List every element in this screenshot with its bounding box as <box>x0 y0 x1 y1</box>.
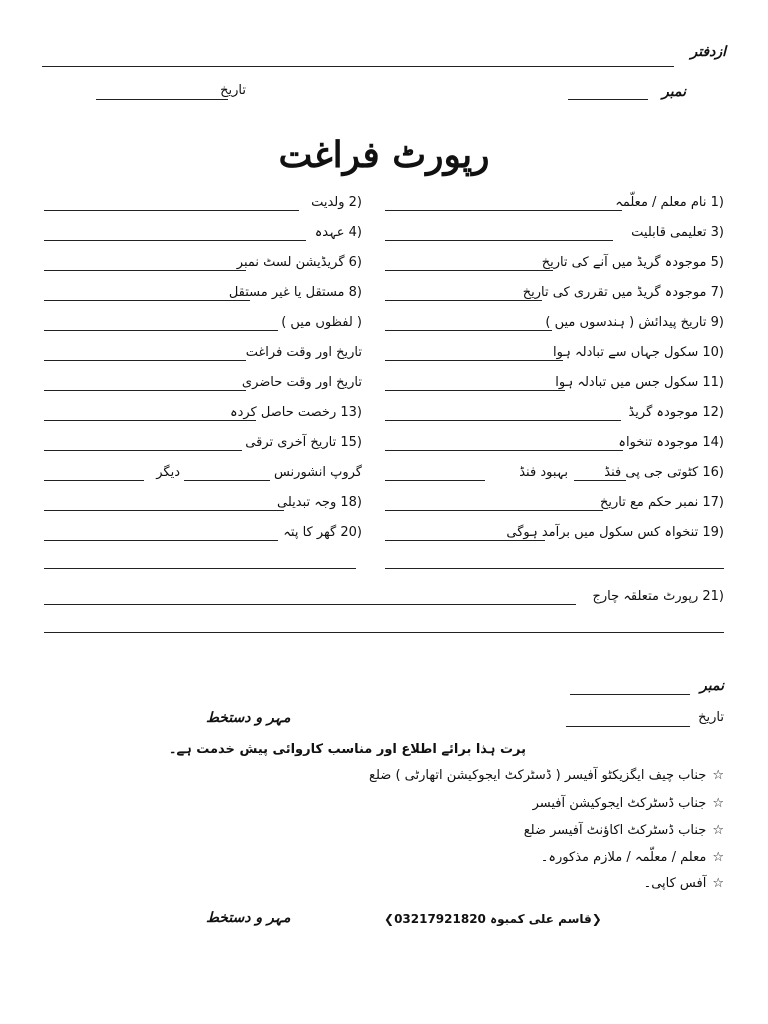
field-9-label: 9) تاریخ پیدائش ( ہندسوں میں ) <box>545 315 724 330</box>
date-label: تاریخ <box>220 83 246 98</box>
field-16-welfare-label: بہبود فنڈ <box>519 465 568 480</box>
office-label: ازدفتر <box>690 44 726 60</box>
signature-label-2: مہر و دستخط <box>206 910 291 926</box>
footer-date-label: تاریخ <box>698 710 724 725</box>
recipient-3: ☆جناب ڈسٹرکٹ اکاؤنٹ آفیسر ضلع <box>523 823 724 838</box>
field-12-label: 12) موجودہ گریڈ <box>628 405 724 420</box>
field-3-label: 3) تعلیمی قابلیت <box>631 225 724 240</box>
footer-number-label: نمبر <box>700 678 724 694</box>
star-icon: ☆ <box>712 823 724 838</box>
field-10b-label: تاریخ اور وقت فراغت <box>245 345 362 360</box>
field-6-line[interactable] <box>44 270 246 271</box>
star-icon: ☆ <box>712 768 724 783</box>
field-5-line[interactable] <box>385 270 553 271</box>
field-6-label: 6) گریڈیشن لسٹ نمبر <box>236 255 362 270</box>
field-1-label: 1) نام معلم / معلّمہ <box>615 195 724 210</box>
field-3-line[interactable] <box>385 240 613 241</box>
recipient-4: ☆معلم / معلّمہ / ملازم مذکورہ۔ <box>540 850 724 865</box>
field-17-label: 17) نمبر حکم مع تاریخ <box>599 495 724 510</box>
field-18-line[interactable] <box>44 510 284 511</box>
field-7-label: 7) موجودہ گریڈ میں تقرری کی تاریخ <box>522 285 724 300</box>
star-icon: ☆ <box>712 850 724 865</box>
date-line <box>96 99 228 100</box>
field-17-line[interactable] <box>385 510 603 511</box>
field-7-line[interactable] <box>385 300 542 301</box>
field-11-line[interactable] <box>385 390 565 391</box>
field-19-line[interactable] <box>385 540 545 541</box>
field-12-line[interactable] <box>385 420 621 421</box>
recipient-2: ☆جناب ڈسٹرکٹ ایجوکیشن آفیسر <box>532 796 724 811</box>
field-5-label: 5) موجودہ گریڈ میں آنے کی تاریخ <box>541 255 724 270</box>
field-16b-other-line[interactable] <box>44 480 144 481</box>
field-2-line[interactable] <box>44 210 299 211</box>
field-10-line[interactable] <box>385 360 563 361</box>
field-8-line[interactable] <box>44 300 250 301</box>
field-11b-line[interactable] <box>44 390 246 391</box>
author-stamp: ❮قاسم علی کمبوہ 03217921820❯ <box>384 912 602 926</box>
recipient-1: ☆جناب چیف ایگزیکٹو آفیسر ( ڈسٹرکٹ ایجوکیشن اتھارٹی ) ضلع <box>369 768 724 783</box>
field-1-line[interactable] <box>385 210 622 211</box>
field-4-line[interactable] <box>44 240 306 241</box>
recipient-5: ☆آفس کاپی۔ <box>643 876 724 891</box>
field-9-line[interactable] <box>385 330 552 331</box>
field-21-continuation-line[interactable] <box>44 632 724 633</box>
signature-label: مہر و دستخط <box>206 710 291 726</box>
field-14-line[interactable] <box>385 450 623 451</box>
field-19-label: 19) تنخواہ کس سکول میں برآمد ہوگی <box>506 525 724 540</box>
field-9b-line[interactable] <box>44 330 278 331</box>
field-2-label: 2) ولدیت <box>311 195 362 210</box>
field-18-label: 18) وجہ تبدیلی <box>277 495 362 510</box>
field-21-label: 21) رپورٹ متعلقہ چارج <box>592 589 724 604</box>
field-15-line[interactable] <box>44 450 242 451</box>
field-15-label: 15) تاریخ آخری ترقی <box>245 435 362 450</box>
field-16-label: 16) کٹوتی جی پی فنڈ <box>604 465 724 480</box>
star-icon: ☆ <box>712 876 724 891</box>
field-19-continuation-line[interactable] <box>385 568 724 569</box>
field-10-label: 10) سکول جہاں سے تبادلہ ہوا <box>552 345 724 360</box>
field-13-label: 13) رخصت حاصل کردہ <box>229 405 362 420</box>
field-20-continuation-line[interactable] <box>44 568 356 569</box>
footer-date-line[interactable] <box>566 726 690 727</box>
field-16b-label: گروپ انشورنس <box>273 465 362 480</box>
field-11b-label: تاریخ اور وقت حاضری <box>241 375 362 390</box>
field-8-label: 8) مستقل یا غیر مستقل <box>228 285 362 300</box>
field-4-label: 4) عہدہ <box>314 225 362 240</box>
footer-number-line[interactable] <box>570 694 690 695</box>
field-20-line[interactable] <box>44 540 278 541</box>
page-title: رپورٹ فراغت <box>278 134 490 176</box>
office-line <box>42 66 674 67</box>
field-13-line[interactable] <box>44 420 256 421</box>
field-11-label: 11) سکول جس میں تبادلہ ہوا <box>555 375 724 390</box>
field-20-label: 20) گھر کا پتہ <box>283 525 362 540</box>
field-16b-line[interactable] <box>184 480 270 481</box>
number-line <box>568 99 648 100</box>
field-9b-label: ( لفظوں میں ) <box>281 315 362 330</box>
field-16-gp-line[interactable] <box>574 480 626 481</box>
field-21-line[interactable] <box>44 604 576 605</box>
field-16-welfare-line[interactable] <box>385 480 485 481</box>
number-label: نمبر <box>662 84 686 100</box>
star-icon: ☆ <box>712 796 724 811</box>
notice-text: پرت ہذا برائے اطلاع اور مناسب کاروائی پیش خدمت ہے۔ <box>168 742 526 757</box>
field-16b-other-label: دیگر <box>156 465 180 480</box>
field-10b-line[interactable] <box>44 360 246 361</box>
field-14-label: 14) موجودہ تنخواہ <box>618 435 724 450</box>
